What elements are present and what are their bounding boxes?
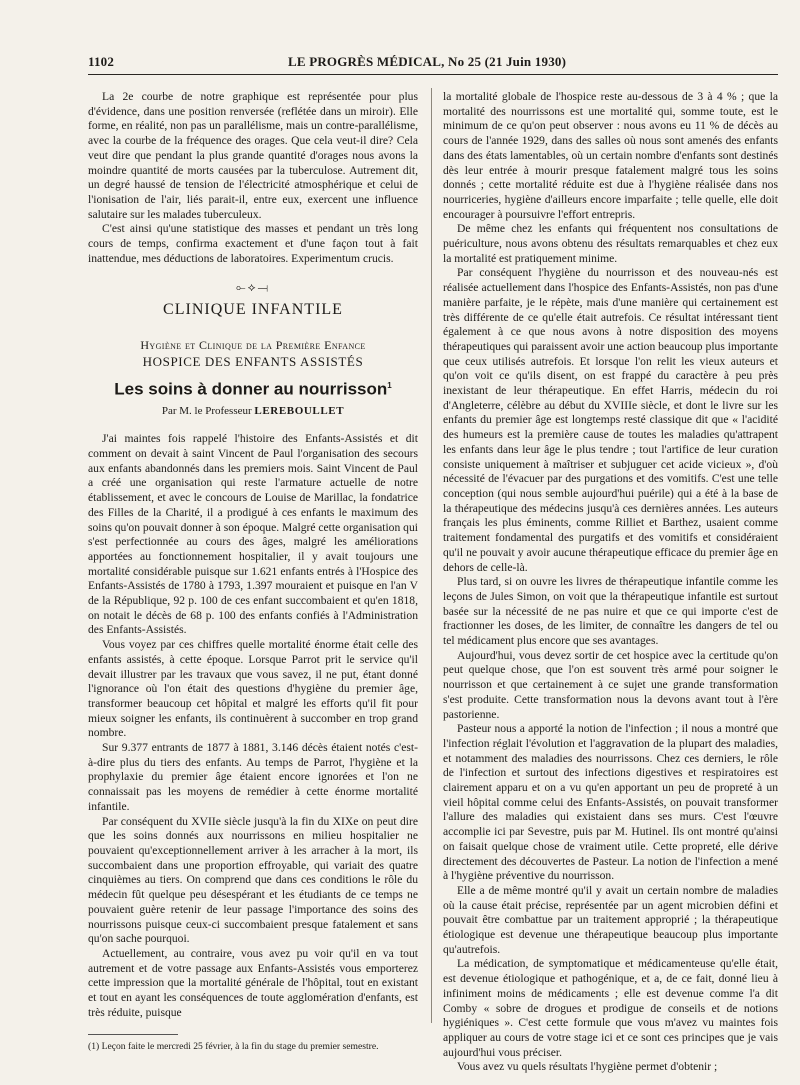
footnote-marker: 1 [387,381,392,391]
paragraph: Plus tard, si on ouvre les livres de thérapeutique infantile comme les leçons de Jules Simon, on voit que la thérapeutique infantile est surtout basée sur la nécessité de ne pas nuire et que ce qui importe c'est de fractionner les doses, de les limiter, de connaître les dangers de tel ou tel médicament plus encore que ses avantages. [443,575,778,648]
left-column [88,90,418,1053]
ornament-divider: ⟜⟡⟞ [235,280,271,295]
author-name: LEREBOULLET [254,404,345,417]
hospice-title: HOSPICE DES ENFANTS ASSISTÉS [142,353,364,369]
running-header [88,50,778,72]
paragraph: Vous voyez par ces chiffres quelle mortalité énorme était celle des enfants assistés, à cette époque. Lorsque Parrot prit le service qu'il devait illustrer par les travaux que vous savez, il ne put, étant donné l'ignorance où l'on était des questions d'hygiène du premier âge, transformer beaucoup cet hôpital et malgré les efforts qu'il fit pour mieux soigner les enfants, ils continuèrent à succomber en trop grand nombre. [88,638,418,740]
paragraph: Elle a de même montré qu'il y avait un certain nombre de maladies où la cause était précise, représentée par un agent microbien défini et pouvait être combattue par un traitement approprié ; la thérapeutique étiologique est devenue une thérapeutique beaucoup plus importante qu'autrefois. [443,883,778,956]
column-separator [431,88,432,1023]
article-title-text: Les soins à donner au nourrisson [114,379,388,399]
paragraph: Aujourd'hui, vous devez sortir de cet hospice avec la certitude qu'on peut quelque chose, que l'on est souvent très armé pour soigner le nourrisson et que certainement à ce sujet une grande transformation s'est produite. Cette transformation nous la devons avant tout à l'ère pastorienne. [443,648,778,721]
paragraph: Actuellement, au contraire, vous avez pu voir qu'il en va tout autrement et de votre passage aux Enfants-Assistés vous emporterez cette impression que la mortalité générale de l'hôpital, tout en existant et tout en ayant les conséquences de toute agglomération d'enfants, est très réduite, puisque [88,946,418,1019]
running-title: LE PROGRÈS MÉDICAL, No 25 (21 Juin 1930) [288,54,567,69]
paragraph: Par conséquent du XVIIe siècle jusqu'à la fin du XIXe on peut dire que les soins donnés aux nourrissons en milieu hospitalier ne pouvaient qu'exceptionnellement arriver à les arracher à la mort, ils succombaient dans une proportion effroyable, qui variait des quatre cinquièmes au tiers. On comprend que dans ces conditions le rôle du médecin fût quelque peu désespérant et les étudiants de ce temps ne pouvaient guère retenir de leur passage l'importance des soins des nourrissons puisque ceux-ci succombaient presque fatalement et sans qu'on sache pourquoi. [88,814,418,946]
paragraph: Vous avez vu quels résultats l'hygiène permet d'obtenir ; [457,1060,718,1074]
paragraph: C'est ainsi qu'une statistique des masses et pendant un très long cours de temps, confirma exactement et d'une façon tout à fait inattendue, mes déductions de laboratoires. Experimentum crucis. [88,222,418,265]
paragraph: La médication, de symptomatique et médicamenteuse qu'elle était, est devenue étiologique et pathogénique, et a, de ce fait, donné lieu à infiniment moins de médicaments ; elle est devenue comme l'a dit Comby « sobre de drogues et prodigue de conseils et de notions hygiéniques ». C'est cette formule que vous m'avez vu maintes fois appliquer au cours de votre stage ici et ce sont ces principes que je vais aujourd'hui vous préciser. [443,957,778,1059]
paragraph: J'ai maintes fois rappelé l'histoire des Enfants-Assistés et dit comment on devait à saint Vincent de Paul l'organisation des secours aux enfants abandonnés dans les premiers mois. Saint Vincent de Paul a créé une organisation qui reste l'armature actuelle de notre établissement, et avec le concours de Louise de Marillac, la fondatrice des Filles de la Charité, il a prodigué à ces enfants le maximum des soins qu'on pouvait donner à son époque. Malgré cette organisation qui s'est perfectionnée au cours des âges, malgré les améliorations apportées au fonctionnement hospitalier, il y avait toujours une mortalité considérable puisque sur 1.621 enfants entrés à l'Hospice des Enfants-Assistés de 1780 à 1793, 1.397 mouraient et puisque en l'an V de la République, 92 p. 100 de ces enfant succombaient et qu'en 1818, on notait le décès de 68 p. 100 des enfants confiés à l'Administration des Enfants-Assistés. [88,432,418,637]
author-line [88,404,418,419]
section-title: CLINIQUE INFANTILE [163,301,343,319]
footnote: (1) Leçon faite le mercredi 25 février, à la fin du stage du premier semestre. [88,1041,379,1053]
paragraph: La 2e courbe de notre graphique est représentée pour plus d'évidence, dans une position renversée (reflétée dans un miroir). Elle forme, en réalité, non pas un parallélisme, mais un contre-parallélisme, avec la courbe de la fréquence des orages. Que cela veut-il dire? Cela veut dire que pendant la plus grande quantité d'orages nous avons la moindre quantité de morts causées par la tuberculose. Autrement dit, un degré haussé de tension de l'électricité atmosphérique et celui de l'ionisation de l'air, liés parait-il, entre eux, exercent une influence salutaire sur les malades tuberculeux. [88,90,418,221]
header-rule [88,74,778,75]
paragraph: Par conséquent l'hygiène du nourrisson et des nouveau-nés est réalisée actuellement dans l'hospice des Enfants-Assistés, non pas d'une manière parfaite, je le répète, mais d'une manière qui certainement est très différente de ce qu'elle était autrefois. Ce résultat intéressant tient également à ce que nous avons à notre disposition des moyens thérapeutiques qui paraissent avoir une action beaucoup plus importante que ceux utilisés autrefois. Et lorsque l'on relit les vieux auteurs et qu'on voit ce qu'ils disent, on est frappé du caractère à peu près inexistant de leur thérapeutique. En effet Harris, médecin du roi d'Angleterre, célèbre au début du XVIIIe siècle, et dont le livre sur les enfants du premier âge est longtemps resté classique dit que « l'acidité des humeurs est la première cause de toutes les maladies qu'attrapent les enfants dans leur âge le plus tendre ; tout l'artifice de leur curation consiste uniquement à maîtriser et subjuguer cet acide vicieux », d'où nécessité de l'évacuer par des purgations et des vomitifs. C'est une telle conception (qui nous semble aujourd'hui puérile) qui a été à la base de la thérapeutique des médecins jusqu'à ces dernières années. Les auteurs français les plus éminents, comme Rilliet et Barthez, usaient comme traitement fondamental des purgatifs et des vomitifs et considéraient qu'il ne pouvait y avoir aucune thérapeutique efficace du premier âge en dehors de celle-là. [443,266,778,574]
article-title [88,379,418,397]
paragraph: Pasteur nous a apporté la notion de l'infection ; il nous a montré que l'infection réglait l'évolution et l'aggravation de la plupart des maladies, et notamment des maladies des nourrissons. Chez ces derniers, le rôle de l'infection et surtout des infections digestives et respiratoires est clairement apparu et on a vu qu'en apportant un peu de propreté à un vieil hôpital comme celui des Enfants-Assistés, on pouvait transformer l'allure des maladies qui existaient dans ses murs. C'est l'œuvre accomplie ici par Sevestre, puis par M. Hutinel. Ils ont montré qu'ainsi on faisait quelque chose de vraiment utile. Cette propreté, elle dérive directement des découvertes de Pasteur. La notion de l'infection a mené à l'hygiène préventive du nourrisson. [443,722,778,883]
right-column [443,90,778,1075]
author-prefix: Par M. le Professeur [161,404,252,417]
subsection-title: Hygiène et Clinique de la Première Enfance [140,337,366,352]
paragraph: la mortalité globale de l'hospice reste au-dessous de 3 à 4 % ; que la mortalité des nourrissons est une mortalité qui, somme toute, est le minimum de ce qu'on peut observer : nous avons eu 11 % de décès au cours de l'année 1929, dans des salles où nous sont amenés des enfants dans des états lamentables, où un certain nombre d'enfants sont destinés dès leur entrée à mourir presque fatalement malgré tous les soins donnés ; cette mortalité réduite est due à l'hygiène réalisée dans nos nourriceries, hygiène d'ailleurs encore imparfaite ; telle quelle, elle doit encourager à poursuivre l'effort entrepris. [443,90,778,221]
paragraph: De même chez les enfants qui fréquentent nos consultations de puériculture, nous avons obtenu des résultats remarquables et chez eux la mortalité est pratiquement minime. [443,222,778,265]
footnote-rule [88,1034,178,1035]
page-number: 1102 [88,54,115,69]
paragraph: Sur 9.377 entrants de 1877 à 1881, 3.146 décès étaient notés c'est-à-dire plus du tiers des enfants. Au temps de Parrot, l'hygiène et la prophylaxie du premier âge étaient encore ignorées et l'on ne connaissait pas les moyens de remédier à cette énorme mortalité infantile. [88,741,418,813]
